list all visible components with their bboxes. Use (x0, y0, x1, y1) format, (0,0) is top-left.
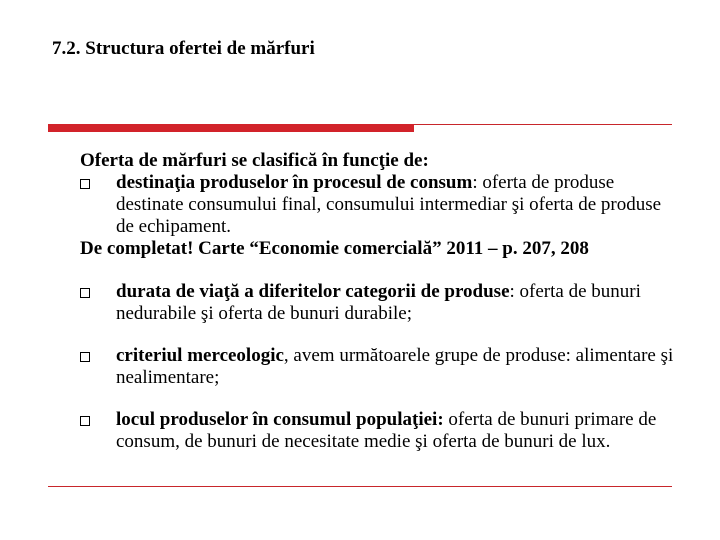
title-divider-thick (48, 124, 414, 132)
bullet-text: : oferta de produse destinate consumului final, consumului intermediar şi oferta de produse de echipament. (116, 172, 662, 237)
footer-divider (48, 486, 672, 487)
list-item (80, 281, 680, 325)
square-bullet-icon (80, 416, 90, 426)
title-divider-thin (414, 124, 672, 125)
square-bullet-icon (80, 179, 90, 189)
bullet-term: locul produselor în consumul populaţiei: (116, 409, 444, 430)
slide-title: 7.2. Structura ofertei de mărfuri (52, 38, 315, 59)
square-bullet-icon (80, 352, 90, 362)
intro-text: Oferta de mărfuri se clasifică în funcţie de: (80, 150, 429, 171)
list-item (80, 345, 680, 389)
bullet-term: criteriul merceologic (116, 345, 284, 366)
list-item (80, 172, 680, 238)
bullet-text: oferta de bunuri primare de consum, de bunuri de necesitate medie şi oferta de bunuri de lux. (116, 409, 657, 452)
bullet-text: : oferta de bunuri nedurabile şi oferta de bunuri durabile; (116, 281, 641, 324)
square-bullet-icon (80, 288, 90, 298)
bullet-text: , avem următoarele grupe de produse: alimentare şi nealimentare; (116, 345, 674, 388)
bullet-term: durata de viaţă a diferitelor categorii de produse (116, 281, 510, 302)
note-text: De completat! Carte “Economie comercială” 2011 – p. 207, 208 (80, 238, 589, 259)
slide-body (80, 150, 680, 453)
list-item (80, 409, 680, 453)
bullet-term: destinaţia produselor în procesul de consum (116, 172, 473, 193)
